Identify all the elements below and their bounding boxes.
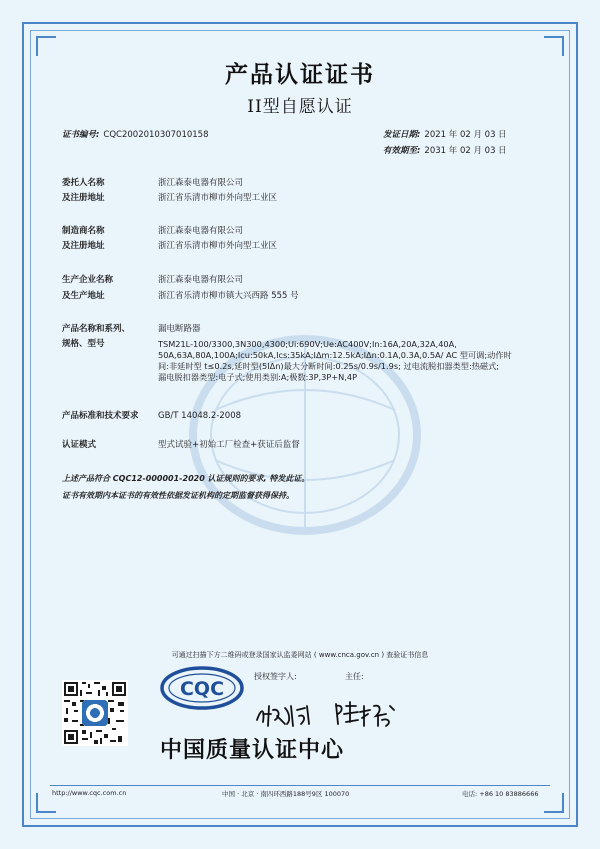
product-spec-line: 50A,63A,80A,100A;Icu:50kA,Ics:35kA;IΔm:12.5kA;IΔn:0.1A,0.3A,0.5A/ AC 型可调;动作时 xyxy=(158,350,512,360)
footer-address: 中国 · 北京 · 南四环西路188号9区 100070 xyxy=(222,790,350,798)
corner-ornament xyxy=(544,793,564,813)
cqc-logo-text: CQC xyxy=(179,678,225,700)
product-spec-line: 漏电脱扣器类型:电子式;使用类别:A;极数:3P,3P+N,4P xyxy=(158,372,358,382)
factory-name-label: 生产企业名称 xyxy=(62,275,114,285)
corner-ornament xyxy=(36,36,56,56)
footer-website[interactable]: http://www.cqc.com.cn xyxy=(52,789,127,797)
manufacturer-address-label: 及注册地址 xyxy=(62,241,105,251)
product-spec-line: TSM21L-100/3300,3N300,4300;Ui:690V;Ue:AC400V;In:16A,20A,32A,40A, xyxy=(158,339,457,349)
signatory-label: 授权签字人: xyxy=(254,672,297,681)
product-specification xyxy=(158,339,538,383)
client-name-value: 浙江森泰电器有限公司 xyxy=(158,178,244,188)
qr-code-icon[interactable] xyxy=(62,680,128,746)
scan-verification-note: 可通过扫描下方二维码或登录国家认监委网站 ( www.cnca.gov.cn ) 查验证书信息 xyxy=(171,651,429,659)
issue-date-value: 2021 年 02 月 03 日 xyxy=(424,130,507,140)
product-label-line2: 规格、型号 xyxy=(62,339,105,349)
certificate-number xyxy=(62,128,209,140)
certification-mode-label: 认证模式 xyxy=(62,440,97,450)
certificate-number-value: CQC2002010307010158 xyxy=(103,130,209,140)
validity-statement: 证书有效期内本证书的有效性依据发证机构的定期监督获得保持。 xyxy=(62,491,294,500)
cqc-logo-icon xyxy=(160,666,244,710)
client-address-value: 浙江省乐清市柳市外向型工业区 xyxy=(158,193,278,203)
product-label-line1: 产品名称和系列、 xyxy=(62,324,131,334)
conformity-statement: 上述产品符合 CQC12-000001-2020 认证规则的要求, 特发此证。 xyxy=(62,474,310,483)
standard-label: 产品标准和技术要求 xyxy=(62,411,139,421)
manufacturer-address-value: 浙江省乐清市柳市外向型工业区 xyxy=(158,241,278,251)
issue-date-label: 发证日期: xyxy=(383,130,421,140)
certificate-title: 产品认证证书 xyxy=(225,61,375,88)
valid-until-label: 有效期至: xyxy=(383,146,421,156)
signatory-signature xyxy=(255,702,315,728)
certification-mode-value: 型式试验+初始工厂检查+获证后监督 xyxy=(158,440,300,450)
certificate-number-label: 证书编号: xyxy=(62,130,100,140)
issue-date xyxy=(383,128,507,140)
factory-address-label: 及生产地址 xyxy=(62,291,105,301)
issuing-organization: 中国质量认证中心 xyxy=(160,738,345,763)
director-label: 主任: xyxy=(345,672,364,681)
client-name-label: 委托人名称 xyxy=(62,178,105,188)
client-address-label: 及注册地址 xyxy=(62,193,105,203)
product-name-value: 漏电断路器 xyxy=(158,324,201,334)
corner-ornament xyxy=(544,36,564,56)
footer-divider xyxy=(50,785,550,786)
manufacturer-name-label: 制造商名称 xyxy=(62,226,105,236)
director-signature xyxy=(332,700,398,728)
product-spec-line: 间:非延时型 t≤0.2s,延时型(5IΔn)最大分断时间:0.25s/0.9s/1.9s; 过电流脱扣器类型:热磁式; xyxy=(158,361,500,371)
standard-value: GB/T 14048.2-2008 xyxy=(158,411,242,421)
certificate-subtitle: II型自愿认证 xyxy=(247,97,353,117)
valid-until xyxy=(383,144,507,156)
valid-until-value: 2031 年 02 月 03 日 xyxy=(424,146,507,156)
factory-address-value: 浙江省乐清市柳市镇大兴西路 555 号 xyxy=(158,291,299,301)
factory-name-value: 浙江森泰电器有限公司 xyxy=(158,275,244,285)
manufacturer-name-value: 浙江森泰电器有限公司 xyxy=(158,226,244,236)
footer-phone: 电话: +86 10 83886666 xyxy=(462,790,539,798)
